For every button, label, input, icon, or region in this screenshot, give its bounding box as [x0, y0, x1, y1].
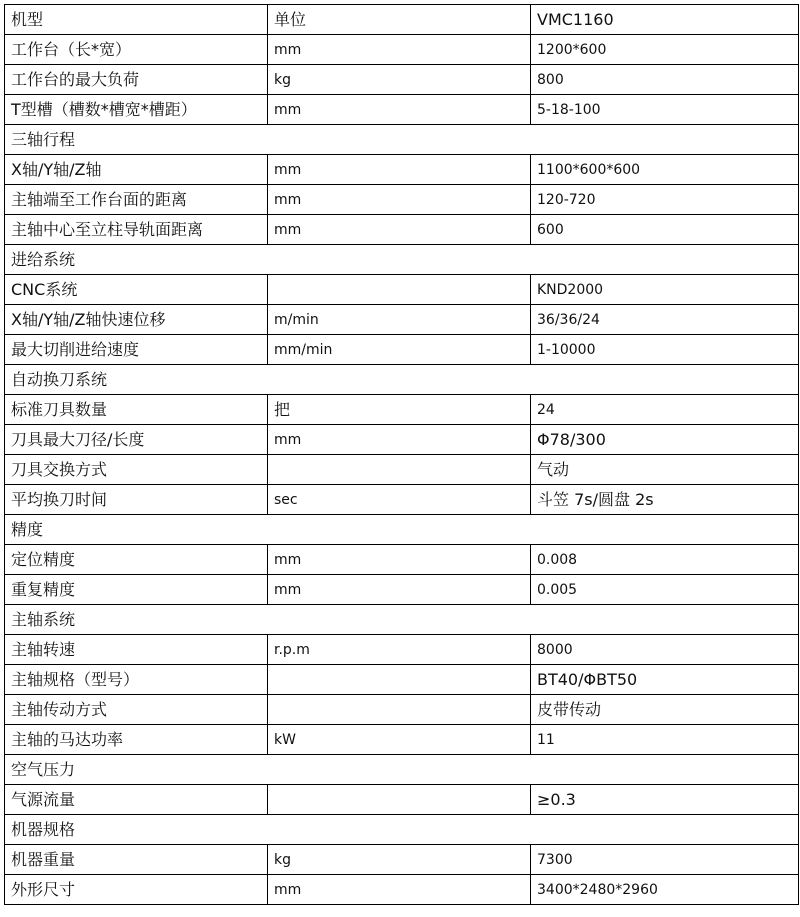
- spec-value: 皮带传动: [531, 695, 799, 725]
- spec-row: [5, 275, 799, 305]
- spec-label: 最大切削进给速度: [5, 335, 268, 365]
- section-title: 主轴系统: [5, 605, 799, 635]
- spec-label: CNC系统: [5, 275, 268, 305]
- spec-row: [5, 875, 799, 905]
- section-row: [5, 605, 799, 635]
- spec-unit: [268, 785, 531, 815]
- section-row: [5, 815, 799, 845]
- spec-table-body: [5, 5, 799, 905]
- spec-row: [5, 155, 799, 185]
- spec-row: [5, 185, 799, 215]
- header-row: [5, 5, 799, 35]
- spec-label: 标准刀具数量: [5, 395, 268, 425]
- spec-value: 1-10000: [531, 335, 799, 365]
- section-title: 进给系统: [5, 245, 799, 275]
- spec-label: 主轴中心至立柱导轨面距离: [5, 215, 268, 245]
- section-title: 自动换刀系统: [5, 365, 799, 395]
- spec-unit: mm: [268, 35, 531, 65]
- section-row: [5, 515, 799, 545]
- header-unit-label: 单位: [268, 5, 531, 35]
- spec-unit: mm: [268, 185, 531, 215]
- spec-value: 24: [531, 395, 799, 425]
- spec-row: [5, 575, 799, 605]
- spec-value: 1100*600*600: [531, 155, 799, 185]
- spec-value: 11: [531, 725, 799, 755]
- spec-row: [5, 845, 799, 875]
- spec-row: [5, 305, 799, 335]
- section-row: [5, 755, 799, 785]
- spec-unit: kg: [268, 845, 531, 875]
- header-model-value: VMC1160: [531, 5, 799, 35]
- spec-unit: mm: [268, 545, 531, 575]
- spec-row: [5, 665, 799, 695]
- spec-unit: [268, 275, 531, 305]
- spec-row: [5, 215, 799, 245]
- spec-unit: kg: [268, 65, 531, 95]
- spec-unit: sec: [268, 485, 531, 515]
- spec-label: 机器重量: [5, 845, 268, 875]
- spec-value: 斗笠 7s/圆盘 2s: [531, 485, 799, 515]
- spec-value: BT40/ΦBT50: [531, 665, 799, 695]
- spec-value: KND2000: [531, 275, 799, 305]
- spec-row: [5, 725, 799, 755]
- spec-value: 5-18-100: [531, 95, 799, 125]
- spec-label: 主轴传动方式: [5, 695, 268, 725]
- spec-unit: mm: [268, 875, 531, 905]
- spec-unit: mm: [268, 95, 531, 125]
- section-row: [5, 245, 799, 275]
- spec-value: 36/36/24: [531, 305, 799, 335]
- section-title: 精度: [5, 515, 799, 545]
- spec-label: 外形尺寸: [5, 875, 268, 905]
- spec-value: 3400*2480*2960: [531, 875, 799, 905]
- spec-unit: m/min: [268, 305, 531, 335]
- spec-row: [5, 395, 799, 425]
- section-title: 三轴行程: [5, 125, 799, 155]
- spec-label: X轴/Y轴/Z轴: [5, 155, 268, 185]
- section-row: [5, 365, 799, 395]
- spec-row: [5, 485, 799, 515]
- spec-row: [5, 95, 799, 125]
- spec-label: 工作台的最大负荷: [5, 65, 268, 95]
- spec-unit: r.p.m: [268, 635, 531, 665]
- spec-unit: mm/min: [268, 335, 531, 365]
- spec-unit: kW: [268, 725, 531, 755]
- section-title: 机器规格: [5, 815, 799, 845]
- section-row: [5, 125, 799, 155]
- spec-label: 重复精度: [5, 575, 268, 605]
- spec-label: 主轴转速: [5, 635, 268, 665]
- spec-unit: mm: [268, 155, 531, 185]
- spec-value: 800: [531, 65, 799, 95]
- spec-label: 主轴的马达功率: [5, 725, 268, 755]
- spec-value: ≥0.3: [531, 785, 799, 815]
- spec-value: 气动: [531, 455, 799, 485]
- spec-label: T型槽（槽数*槽宽*槽距）: [5, 95, 268, 125]
- spec-value: 600: [531, 215, 799, 245]
- spec-value: 120-720: [531, 185, 799, 215]
- spec-value: 0.008: [531, 545, 799, 575]
- spec-label: 刀具交换方式: [5, 455, 268, 485]
- spec-row: [5, 455, 799, 485]
- spec-unit: mm: [268, 575, 531, 605]
- spec-value: 8000: [531, 635, 799, 665]
- spec-value: 0.005: [531, 575, 799, 605]
- spec-row: [5, 545, 799, 575]
- spec-row: [5, 695, 799, 725]
- spec-row: [5, 35, 799, 65]
- spec-value: 1200*600: [531, 35, 799, 65]
- spec-label: 主轴端至工作台面的距离: [5, 185, 268, 215]
- spec-unit: 把: [268, 395, 531, 425]
- spec-unit: mm: [268, 425, 531, 455]
- spec-unit: [268, 455, 531, 485]
- spec-row: [5, 65, 799, 95]
- spec-label: 工作台（长*宽）: [5, 35, 268, 65]
- spec-unit: [268, 665, 531, 695]
- spec-label: 平均换刀时间: [5, 485, 268, 515]
- spec-label: 刀具最大刀径/长度: [5, 425, 268, 455]
- spec-label: 主轴规格（型号）: [5, 665, 268, 695]
- section-title: 空气压力: [5, 755, 799, 785]
- spec-label: 定位精度: [5, 545, 268, 575]
- spec-row: [5, 335, 799, 365]
- spec-value: 7300: [531, 845, 799, 875]
- spec-row: [5, 635, 799, 665]
- spec-value: Φ78/300: [531, 425, 799, 455]
- spec-unit: mm: [268, 215, 531, 245]
- spec-label: 气源流量: [5, 785, 268, 815]
- spec-unit: [268, 695, 531, 725]
- spec-table: [4, 4, 799, 905]
- header-model-label: 机型: [5, 5, 268, 35]
- spec-row: [5, 425, 799, 455]
- spec-label: X轴/Y轴/Z轴快速位移: [5, 305, 268, 335]
- spec-row: [5, 785, 799, 815]
